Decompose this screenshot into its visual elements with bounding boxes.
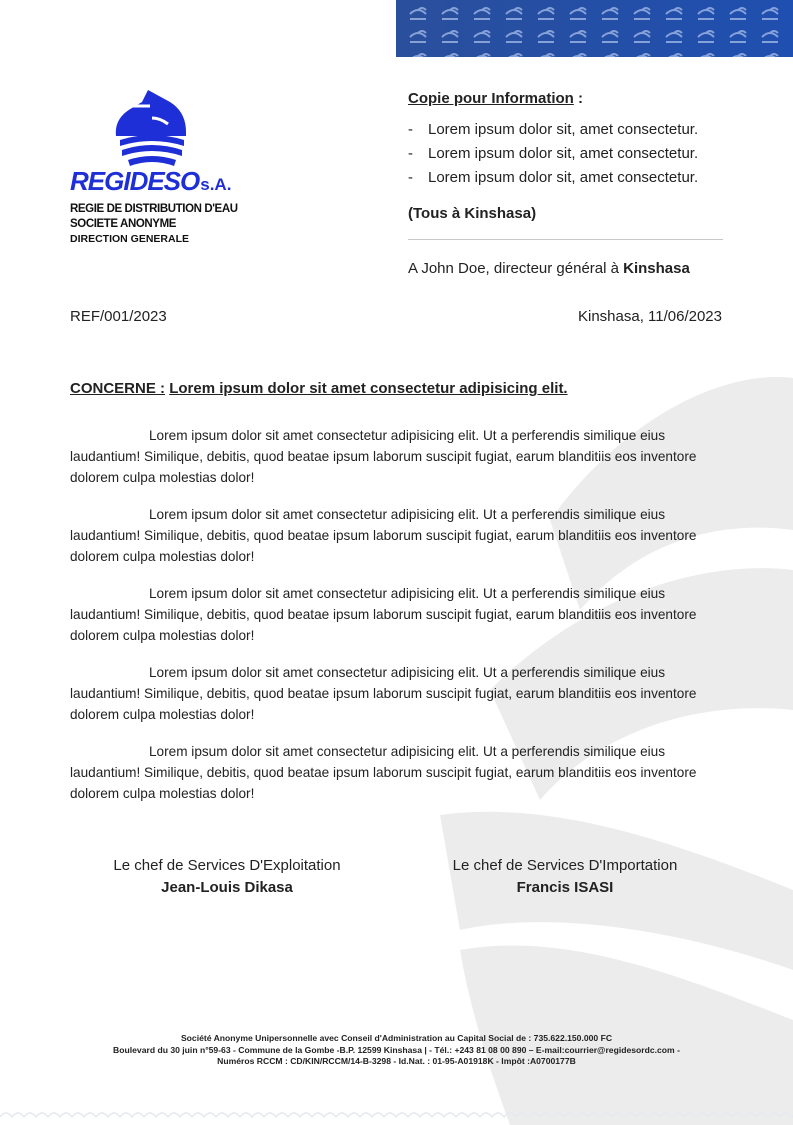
signatory-title: Le chef de Services D'Exploitation <box>113 857 341 874</box>
list-item: - Lorem ipsum dolor sit, amet consectetur. <box>408 169 699 186</box>
list-item: - Lorem ipsum dolor sit, amet consectetur. <box>408 121 699 138</box>
addressee-line: A John Doe, directeur général à Kinshasa <box>408 260 690 277</box>
header-pattern-banner <box>396 0 793 57</box>
footer-pattern-strip <box>0 1105 793 1125</box>
body-paragraph: Lorem ipsum dolor sit amet consectetur adipisicing elit. Ut a perferendis similique eius laudantium! Similique, debitis, quod beatae ipsum laborum suscipit fugiat, earum blanditiis eos inventore dolorem culpa molestias dolor! <box>70 428 697 485</box>
org-line-2: SOCIETE ANONYME <box>70 218 177 230</box>
signatory-name: Jean-Louis Dikasa <box>161 879 293 896</box>
reference-number: REF/001/2023 <box>70 308 167 325</box>
footer-line-2: Boulevard du 30 juin n°59-63 - Commune de la Gombe -B.P. 12599 Kinshasa | - Tél.: +243 81 08 00 890 – E-mail:courrier@regidesordc.com - <box>113 1044 680 1055</box>
subject-line: CONCERNE : Lorem ipsum dolor sit amet consectetur adipisicing elit. <box>70 380 568 397</box>
org-line-3: DIRECTION GENERALE <box>70 233 190 245</box>
org-line-1: REGIE DE DISTRIBUTION D'EAU <box>70 203 238 215</box>
copy-info-heading: Copie pour Information : <box>408 90 583 107</box>
body-paragraph: Lorem ipsum dolor sit amet consectetur adipisicing elit. Ut a perferendis similique eius laudantium! Similique, debitis, quod beatae ipsum laborum suscipit fugiat, earum blanditiis eos inventore dolorem culpa molestias dolor! <box>70 586 697 643</box>
list-item: - Lorem ipsum dolor sit, amet consectetur. <box>408 145 699 162</box>
logo-wordmark: REGIDESOs.A. <box>70 166 232 196</box>
letter-body <box>70 425 723 820</box>
wave-pattern <box>396 0 793 57</box>
body-paragraph: Lorem ipsum dolor sit amet consectetur adipisicing elit. Ut a perferendis similique eius laudantium! Similique, debitis, quod beatae ipsum laborum suscipit fugiat, earum blanditiis eos inventore dolorem culpa molestias dolor! <box>70 744 697 801</box>
body-paragraph: Lorem ipsum dolor sit amet consectetur adipisicing elit. Ut a perferendis similique eius laudantium! Similique, debitis, quod beatae ipsum laborum suscipit fugiat, earum blanditiis eos inventore dolorem culpa molestias dolor! <box>70 665 697 722</box>
regideso-logo-icon <box>112 88 190 170</box>
copy-recipient-list <box>408 118 698 190</box>
divider <box>408 239 723 240</box>
copy-location-note: (Tous à Kinshasa) <box>408 205 537 222</box>
organization-name <box>70 202 238 247</box>
body-paragraph: Lorem ipsum dolor sit amet consectetur adipisicing elit. Ut a perferendis similique eius laudantium! Similique, debitis, quod beatae ipsum laborum suscipit fugiat, earum blanditiis eos inventore dolorem culpa molestias dolor! <box>70 507 697 564</box>
signature-importation <box>415 855 715 899</box>
footer-line-1: Société Anonyme Unipersonnelle avec Conseil d'Administration au Capital Social de : 735.622.150.000 FC <box>180 1033 613 1043</box>
signatory-name: Francis ISASI <box>516 879 614 896</box>
legal-footer <box>40 1033 753 1068</box>
signatory-title: Le chef de Services D'Importation <box>452 857 678 874</box>
footer-line-3: Numéros RCCM : CD/KIN/RCCM/14-B-3298 - Id.Nat. : 01-95-A01918K - Impôt :A0700177B <box>217 1056 576 1066</box>
signature-exploitation <box>77 855 377 899</box>
place-date: Kinshasa, 11/06/2023 <box>577 308 722 325</box>
